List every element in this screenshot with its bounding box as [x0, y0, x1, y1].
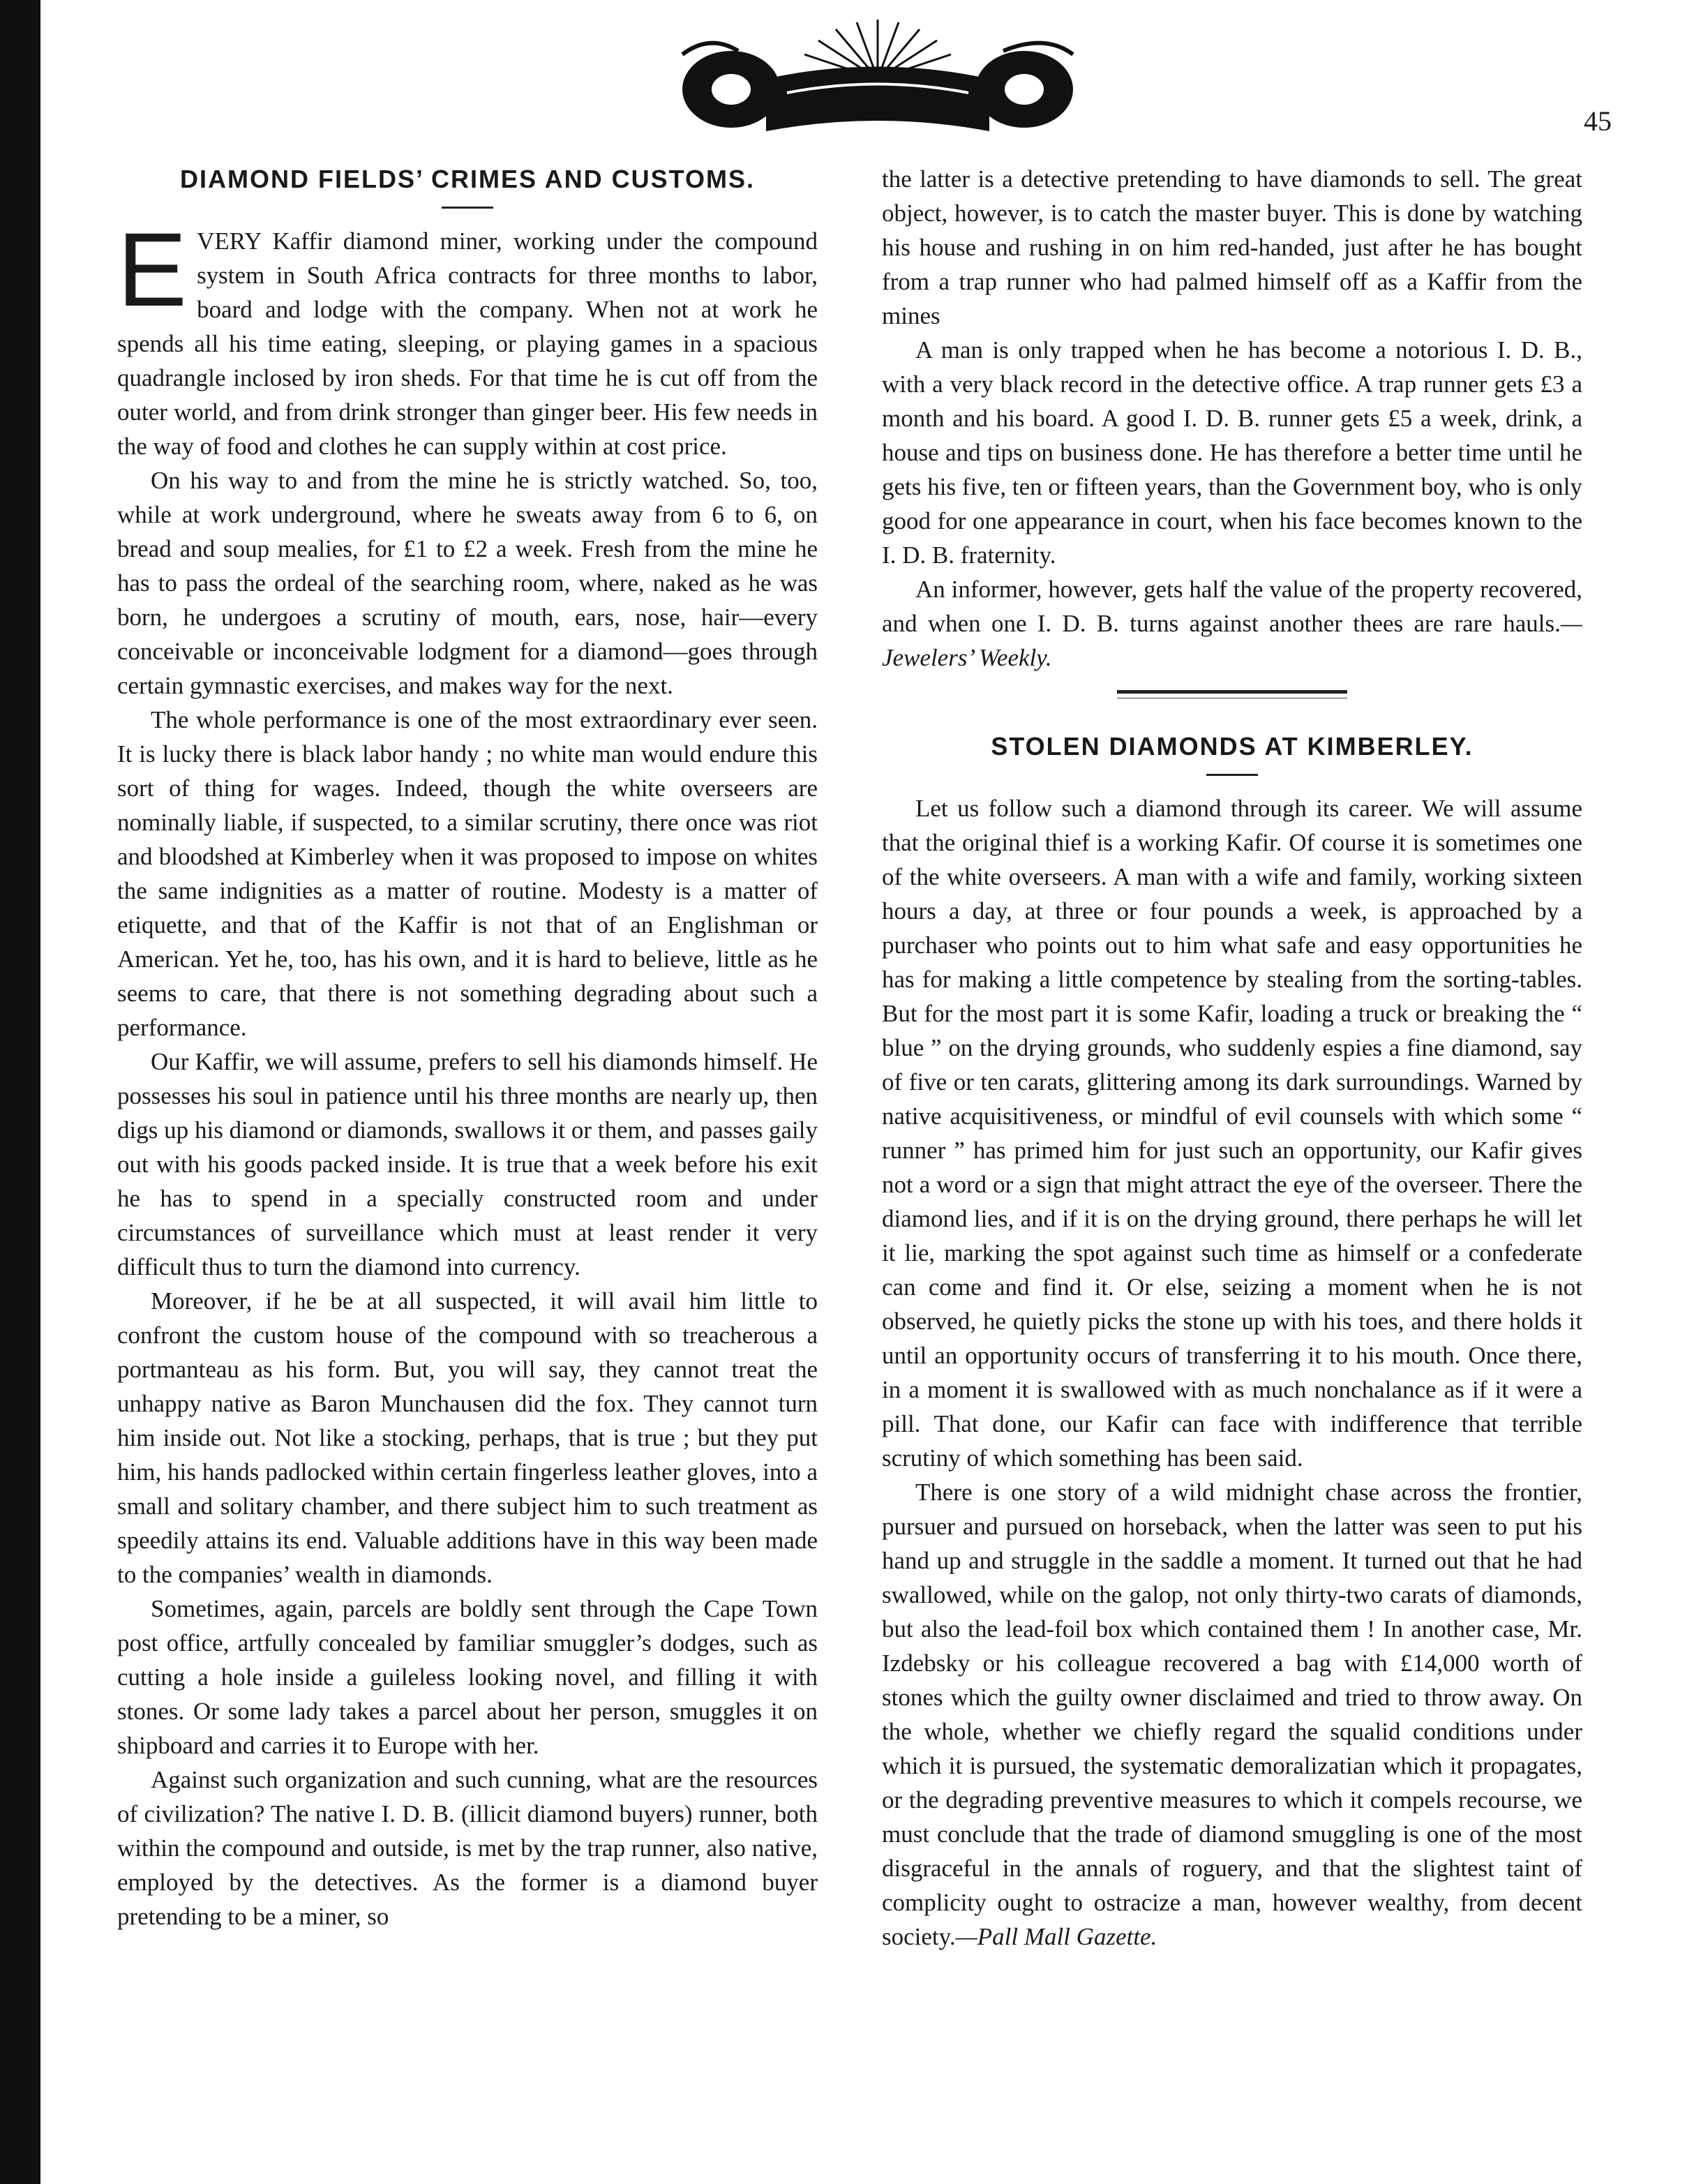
paragraph: Sometimes, again, parcels are boldly sent through the Cape Town post office, artfully concealed by familiar smuggler’s dodges, such as cutting a hole inside a guileless looking novel, and filling it with stones. Or some lady takes a parcel about her person, smuggles it on shipboard and carries it to Europe with her. — [117, 1595, 818, 1759]
source-citation: —Pall Mall Gazette. — [955, 1923, 1157, 1950]
page-binding-edge — [0, 0, 40, 2184]
right-column — [882, 162, 1582, 1954]
paragraph: There is one story of a wild midnight chase across the frontier, pursuer and pursued on horseback, when the latter was seen to put his hand up and struggle in the saddle a moment. It turned out that he had swallowed, while on the galop, not only thirty-two carats of diamonds, but also the lead-foil box which contained them ! In another case, Mr. Izdebsky or his colleague recovered a bag with £14,000 worth of stones which the guilty owner disclaimed and tried to throw away. On the whole, whether we chiefly regard the squalid conditions under which it is pursued, the systematic demoralizatian which it propagates, or the degrading preventive measures to which it compels recourse, we must conclude that the trade of diamond smuggling is one of the most disgraceful in the annals of roguery, and that the slightest taint of complicity ought to ostracize a man, however wealthy, from decent society.—Pall Mall Gazette. — [882, 1479, 1582, 1950]
paragraph: Against such organization and such cunning, what are the resources of civilization? The native I. D. B. (illicit diamond buyers) runner, both within the compound and outside, is met by the trap runner, also native, employed by the detectives. As the former is a diamond buyer pretending to be a miner, so — [117, 1766, 818, 1930]
article-title-diamond-fields: DIAMOND FIELDS’ CRIMES AND CUSTOMS. — [179, 165, 756, 193]
paragraph: EVERY Kaffir diamond miner, working under the compound system in South Africa contracts for three months to labor, board and lodge with the company. When not at work he spends all his time eating, sleeping, or playing games in a spacious quadrangle inclosed by iron sheds. For that time he is cut off from the outer world, and from drink stronger than ginger beer. His few needs in the way of food and clothes he can supply within at cost price. — [117, 211, 818, 460]
left-column — [117, 162, 818, 1934]
paragraph: On his way to and from the mine he is strictly watched. So, too, while at work underground, where he sweats away from 6 to 6, on bread and soup mealies, for £1 to £2 a week. Fresh from the mine he has to pass the ordeal of the searching room, where, naked as he was born, he undergoes a scrutiny of mouth, ears, nose, hair—every conceivable or inconceivable lodgment for a diamond—goes through certain gymnastic exercises, and makes way for the next. — [117, 467, 818, 699]
title-rule — [1206, 774, 1258, 776]
paragraph: An informer, however, gets half the value of the property recovered, and when one I. D. B. turns against another thees are rare hauls.—Jewelers’ Weekly. — [882, 576, 1582, 671]
paragraph: Let us follow such a diamond through its career. We will assume that the original thief is a working Kafir. Of course it is sometimes one of the white overseers. A man with a wife and family, working sixteen hours a day, at three or four pounds a week, is approached by a purchaser who points out to him what safe and easy opportunities he has for making a little competence by stealing from the sorting-tables. But for the most part it is some Kafir, loading a truck or breaking the “ blue ” on the drying grounds, who suddenly espies a fine diamond, say of five or ten carats, glittering among its dark surroundings. Warned by native acquisitiveness, or mindful of evil counsels with which some “ runner ” has primed him for just such an opportunity, our Kafir gives not a word or a sign that might attract the eye of the overseer. There the diamond lies, and if it is on the drying ground, there perhaps he will let it lie, marking the spot against such time as himself or a confederate can come and find it. Or else, seizing a moment when he is not observed, he quietly picks the stone up with his toes, and there holds it until an opportunity occurs of transferring it to his mouth. Once there, in a moment it is swallowed with as much nonchalance as if it were a pill. That done, our Kafir can face with indifference that terrible scrutiny of which something has been said. — [882, 795, 1582, 1472]
section-divider — [1117, 690, 1347, 698]
paragraph: Our Kaffir, we will assume, prefers to sell his diamonds himself. He possesses his soul in patience until his three months are nearly up, then digs up his diamond or diamonds, swallows it or them, and passes gaily out with his goods packed inside. It is true that a week before his exit he has to spend in a specially constructed room and under circumstances of surveillance which must at least render it very difficult thus to turn the diamond into currency. — [117, 1048, 818, 1280]
header-ornament — [668, 13, 1087, 145]
article-title-stolen-diamonds: STOLEN DIAMONDS AT KIMBERLEY. — [991, 732, 1474, 761]
source-citation: —Jewelers’ Weekly. — [882, 610, 1582, 671]
page-number: 45 — [1584, 105, 1612, 137]
paragraph-continued: the latter is a detective pretending to have diamonds to sell. The great object, however, is to catch the master buyer. This is done by watching his house and rushing in on him red-handed, just after he has bought from a trap runner who had palmed himself off as a Kaffir from the mines — [882, 165, 1582, 329]
drop-cap: E — [117, 211, 188, 328]
title-rule — [442, 207, 493, 209]
paragraph: Moreover, if he be at all suspected, it will avail him little to confront the custom house of the compound with so treacherous a portmanteau as his form. But, you will say, they cannot treat the unhappy native as Baron Munchausen did the fox. They cannot turn him inside out. Not like a stocking, perhaps, that is true ; but they put him, his hands padlocked within certain fingerless leather gloves, into a small and solitary chamber, and there subject him to such treatment as speedily attains its end. Valuable additions have in this way been made to the companies’ wealth in diamonds. — [117, 1287, 818, 1588]
paragraph: A man is only trapped when he has become a notorious I. D. B., with a very black record in the detective office. A trap runner gets £3 a month and his board. A good I. D. B. runner gets £5 a week, drink, a house and tips on business done. He has therefore a better time until he gets his five, ten or fifteen years, than the Government boy, who is only good for one appearance in court, when his face becomes known to the I. D. B. fraternity. — [882, 336, 1582, 569]
paragraph: The whole performance is one of the most extraordinary ever seen. It is lucky there is black labor handy ; no white man would endure this sort of thing for wages. Indeed, though the white overseers are nominally liable, if suspected, to a similar scrutiny, there once was riot and bloodshed at Kimberley when it was proposed to impose on whites the same indignities as a matter of routine. Modesty is a matter of etiquette, and that of the Kaffir is not that of an Englishman or American. Yet he, too, has his own, and it is hard to believe, little as he seems to care, that there is not something degrading about such a performance. — [117, 706, 818, 1041]
